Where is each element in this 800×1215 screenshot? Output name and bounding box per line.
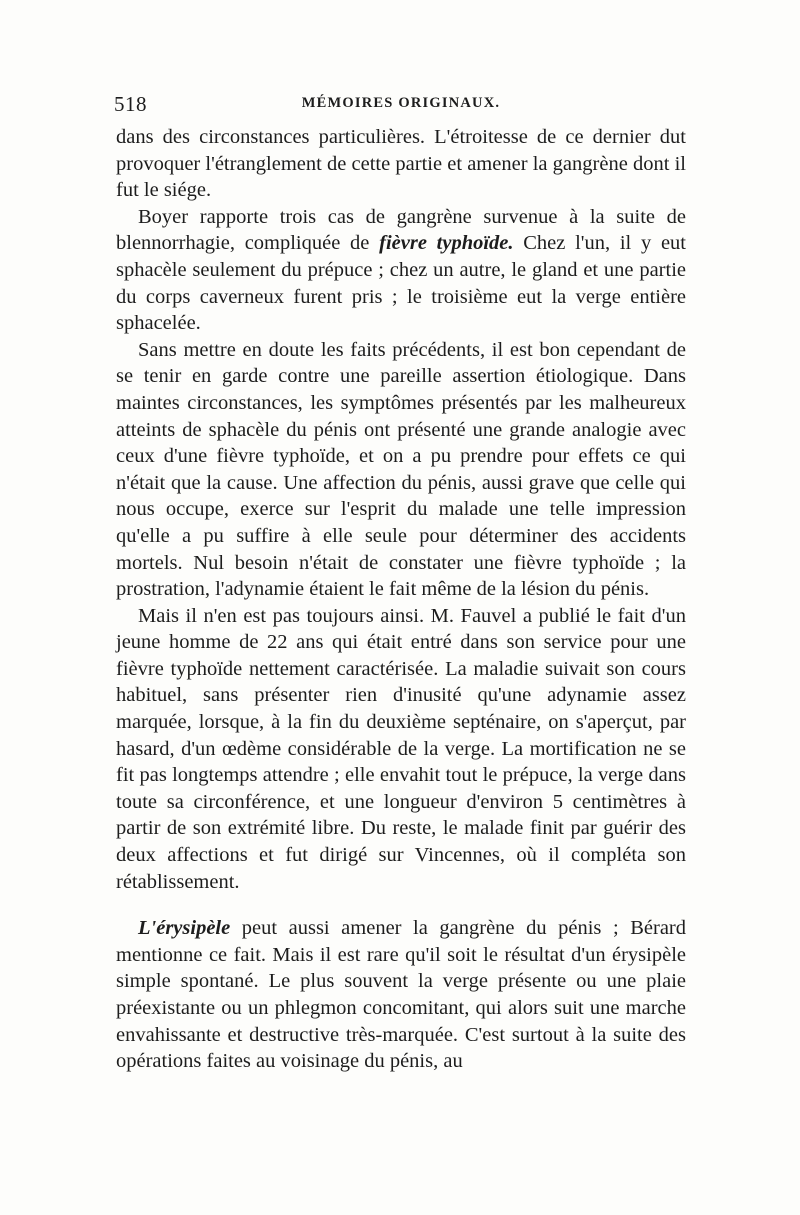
paragraph-1: dans des circonstances particulières. L'étroitesse de ce dernier dut provoquer l'étranglement de cette partie et amener la gangrène dont il fut le siége. — [116, 126, 686, 202]
running-head: MÉMOIRES ORIGINAUX. — [301, 95, 501, 111]
paragraph-5-text-after: peut aussi amener la gangrène du pénis ; Bérard mentionne ce fait. Mais il est rare qu'il soit le résultat d'un érysipèle simple spontané. Le plus souvent la verge présente ou une plaie préexistante ou un phlegmon concomitant, qui alors suit une marche envahissante et destructive très-marquée. C'est surtout à la suite des opérations faites au voisinage du pénis, au — [116, 917, 686, 1073]
paragraph-2-text-after: Chez l'un, il y eut sphacèle seulement du prépuce ; chez un autre, le gland et une partie du corps caverneux furent pris ; le troisième eut la verge entière sphacelée. — [116, 232, 686, 335]
paragraph-2-emphasis: fièvre typhoïde. — [379, 232, 514, 255]
page-number: 518 — [114, 92, 147, 116]
page-header — [114, 92, 688, 122]
paragraph-3: Sans mettre en doute les faits précédents, il est bon cependant de se tenir en garde contre une pareille assertion étiologique. Dans maintes circonstances, les symptômes présentés par les malheureux atteints de sphacèle du pénis ont présenté une grande analogie avec ceux d'une fièvre typhoïde, et on a pu prendre pour effets ce qui n'était que la cause. Une affection du pénis, aussi grave que celle qui nous occupe, exerce sur l'esprit du malade une telle impression qu'elle a pu suffire à elle seule pour déterminer des accidents mortels. Nul besoin n'était de constater une fièvre typhoïde ; la prostration, l'adynamie étaient le fait même de la lésion du pénis. — [116, 338, 686, 601]
paragraph-5-emphasis: L'érysipèle — [138, 917, 231, 940]
paragraph-4: Mais il n'en est pas toujours ainsi. M. Fauvel a publié le fait d'un jeune homme de 22 ans qui était entré dans son service pour une fièvre typhoïde nettement caractérisée. La maladie suivait son cours habituel, sans présenter rien d'inusité qu'une adynamie assez marquée, lorsque, à la fin du deuxième septénaire, on s'aperçut, par hasard, d'un œdème considérable de la verge. La mortification ne se fit pas longtemps attendre ; elle envahit tout le prépuce, la verge dans toute sa circonférence, et une longueur d'environ 5 centimètres à partir de son extrémité libre. Du reste, le malade finit par guérir des deux affections et fut dirigé sur Vincennes, où il compléta son rétablissement. — [116, 604, 686, 893]
body-text — [116, 124, 686, 1075]
paragraph-5 — [116, 915, 686, 1075]
paragraph-2-text-before: Boyer rapporte trois cas de gangrène survenue à la suite de blennorrhagie, compliquée de — [116, 205, 686, 255]
paragraph-2 — [116, 204, 686, 337]
